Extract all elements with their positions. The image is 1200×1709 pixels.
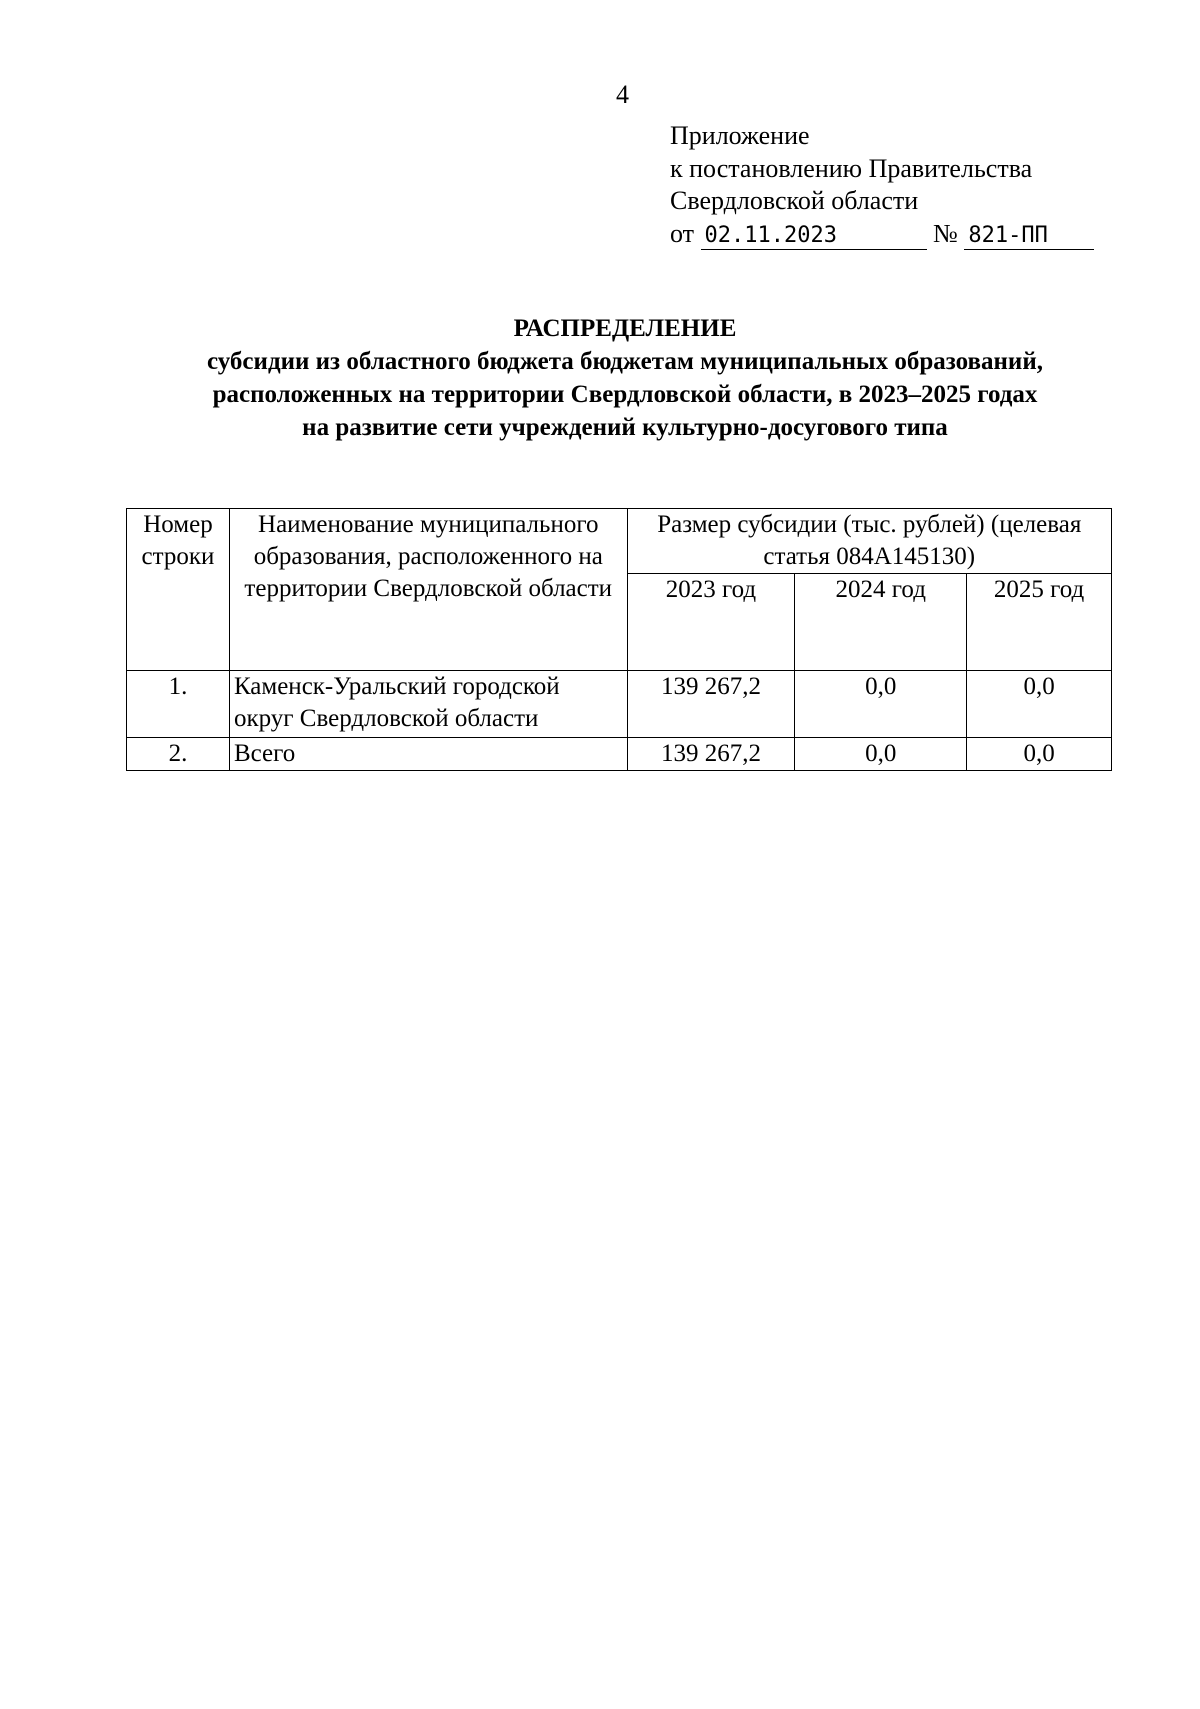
appendix-line: Приложение [670, 121, 810, 150]
number-prefix: № [933, 218, 958, 248]
title-line: на развитие сети учреждений культурно-досугового типа [302, 414, 948, 441]
value-2024: 0,0 [795, 671, 967, 738]
municipality-name: Всего [229, 738, 627, 771]
title-line: расположенных на территории Свердловской области, в 2023–2025 годах [212, 381, 1038, 408]
row-number: 1. [127, 671, 230, 738]
value-2023: 139 267,2 [627, 671, 795, 738]
header-name: Наименование муниципального образования, расположенного на территории Свердловской области [229, 509, 627, 671]
table-row-total [127, 738, 1112, 771]
header-year: 2023 год [627, 574, 795, 671]
municipality-name: Каменск-Уральский городской округ Свердловской области [229, 671, 627, 738]
decree-number: 821-ПП [964, 223, 1094, 250]
header-row [127, 509, 1112, 574]
appendix-line: Свердловской области [670, 186, 919, 215]
header-subsidy: Размер субсидии (тыс. рублей) (целевая статья 084А145130) [627, 509, 1111, 574]
table-row [127, 671, 1112, 738]
value-2025: 0,0 [967, 738, 1112, 771]
appendix-date-line [670, 218, 1094, 251]
title-line: субсидии из областного бюджета бюджетам муниципальных образований, [207, 348, 1043, 375]
title-heading: РАСПРЕДЕЛЕНИЕ [513, 315, 737, 342]
row-number: 2. [127, 738, 230, 771]
document-title [100, 312, 1150, 444]
value-2023: 139 267,2 [627, 738, 795, 771]
header-year: 2024 год [795, 574, 967, 671]
date-prefix: от [670, 218, 695, 248]
decree-date: 02.11.2023 [701, 223, 927, 250]
header-row-number: Номер строки [127, 509, 230, 671]
page-number: 4 [616, 80, 629, 109]
subsidy-table [126, 508, 1112, 771]
value-2025: 0,0 [967, 671, 1112, 738]
value-2024: 0,0 [795, 738, 967, 771]
appendix-block [670, 120, 1094, 250]
header-year: 2025 год [967, 574, 1112, 671]
appendix-line: к постановлению Правительства [670, 153, 1033, 183]
